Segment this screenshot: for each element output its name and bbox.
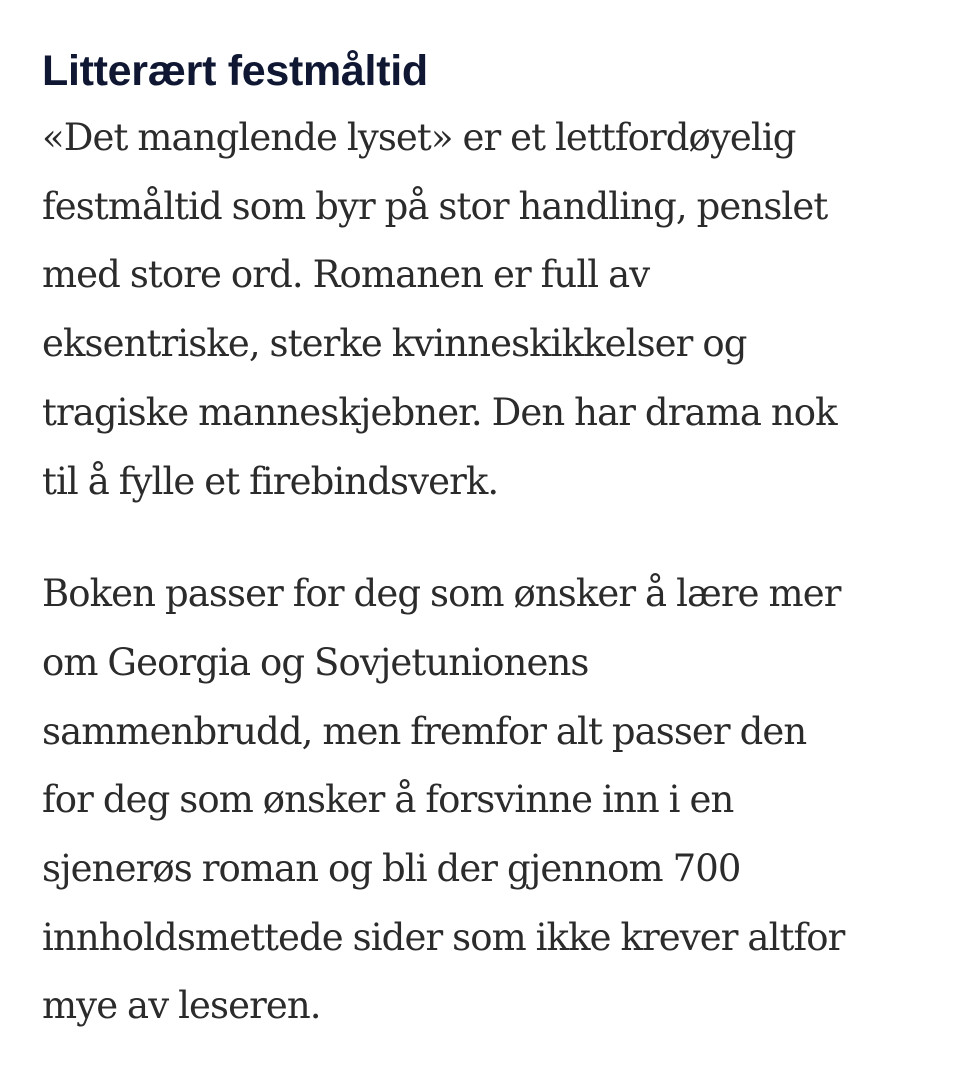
- paragraph-line: festmåltid som byr på stor handling, penslet: [42, 184, 828, 228]
- paragraph-1: [42, 104, 932, 516]
- paragraph-line: tragiske manneskjebner. Den har drama nok: [42, 390, 837, 434]
- paragraph-line: for deg som ønsker å forsvinne inn i en: [42, 778, 734, 822]
- paragraph-line: eksentriske, sterke kvinneskikkelser og: [42, 322, 747, 366]
- paragraph-line: til å fylle et firebindsverk.: [42, 459, 499, 503]
- paragraph-line: mye av leseren.: [42, 984, 321, 1028]
- paragraph-line: innholdsmettede sider som ikke krever altfor: [42, 915, 845, 959]
- section-heading: Litterært festmåltid: [42, 47, 428, 95]
- paragraph-line: om Georgia og Sovjetunionens: [42, 640, 589, 684]
- paragraph-line: sjenerøs roman og bli der gjennom 700: [42, 847, 741, 891]
- paragraph-line: Boken passer for deg som ønsker å lære mer: [42, 572, 841, 616]
- paragraph-line: med store ord. Romanen er full av: [42, 253, 650, 297]
- paragraph-2: [42, 560, 932, 1041]
- paragraph-line: «Det manglende lyset» er et lettfordøyelig: [42, 116, 796, 159]
- paragraph-line: sammenbrudd, men fremfor alt passer den: [42, 709, 807, 753]
- article-body: [42, 38, 932, 1041]
